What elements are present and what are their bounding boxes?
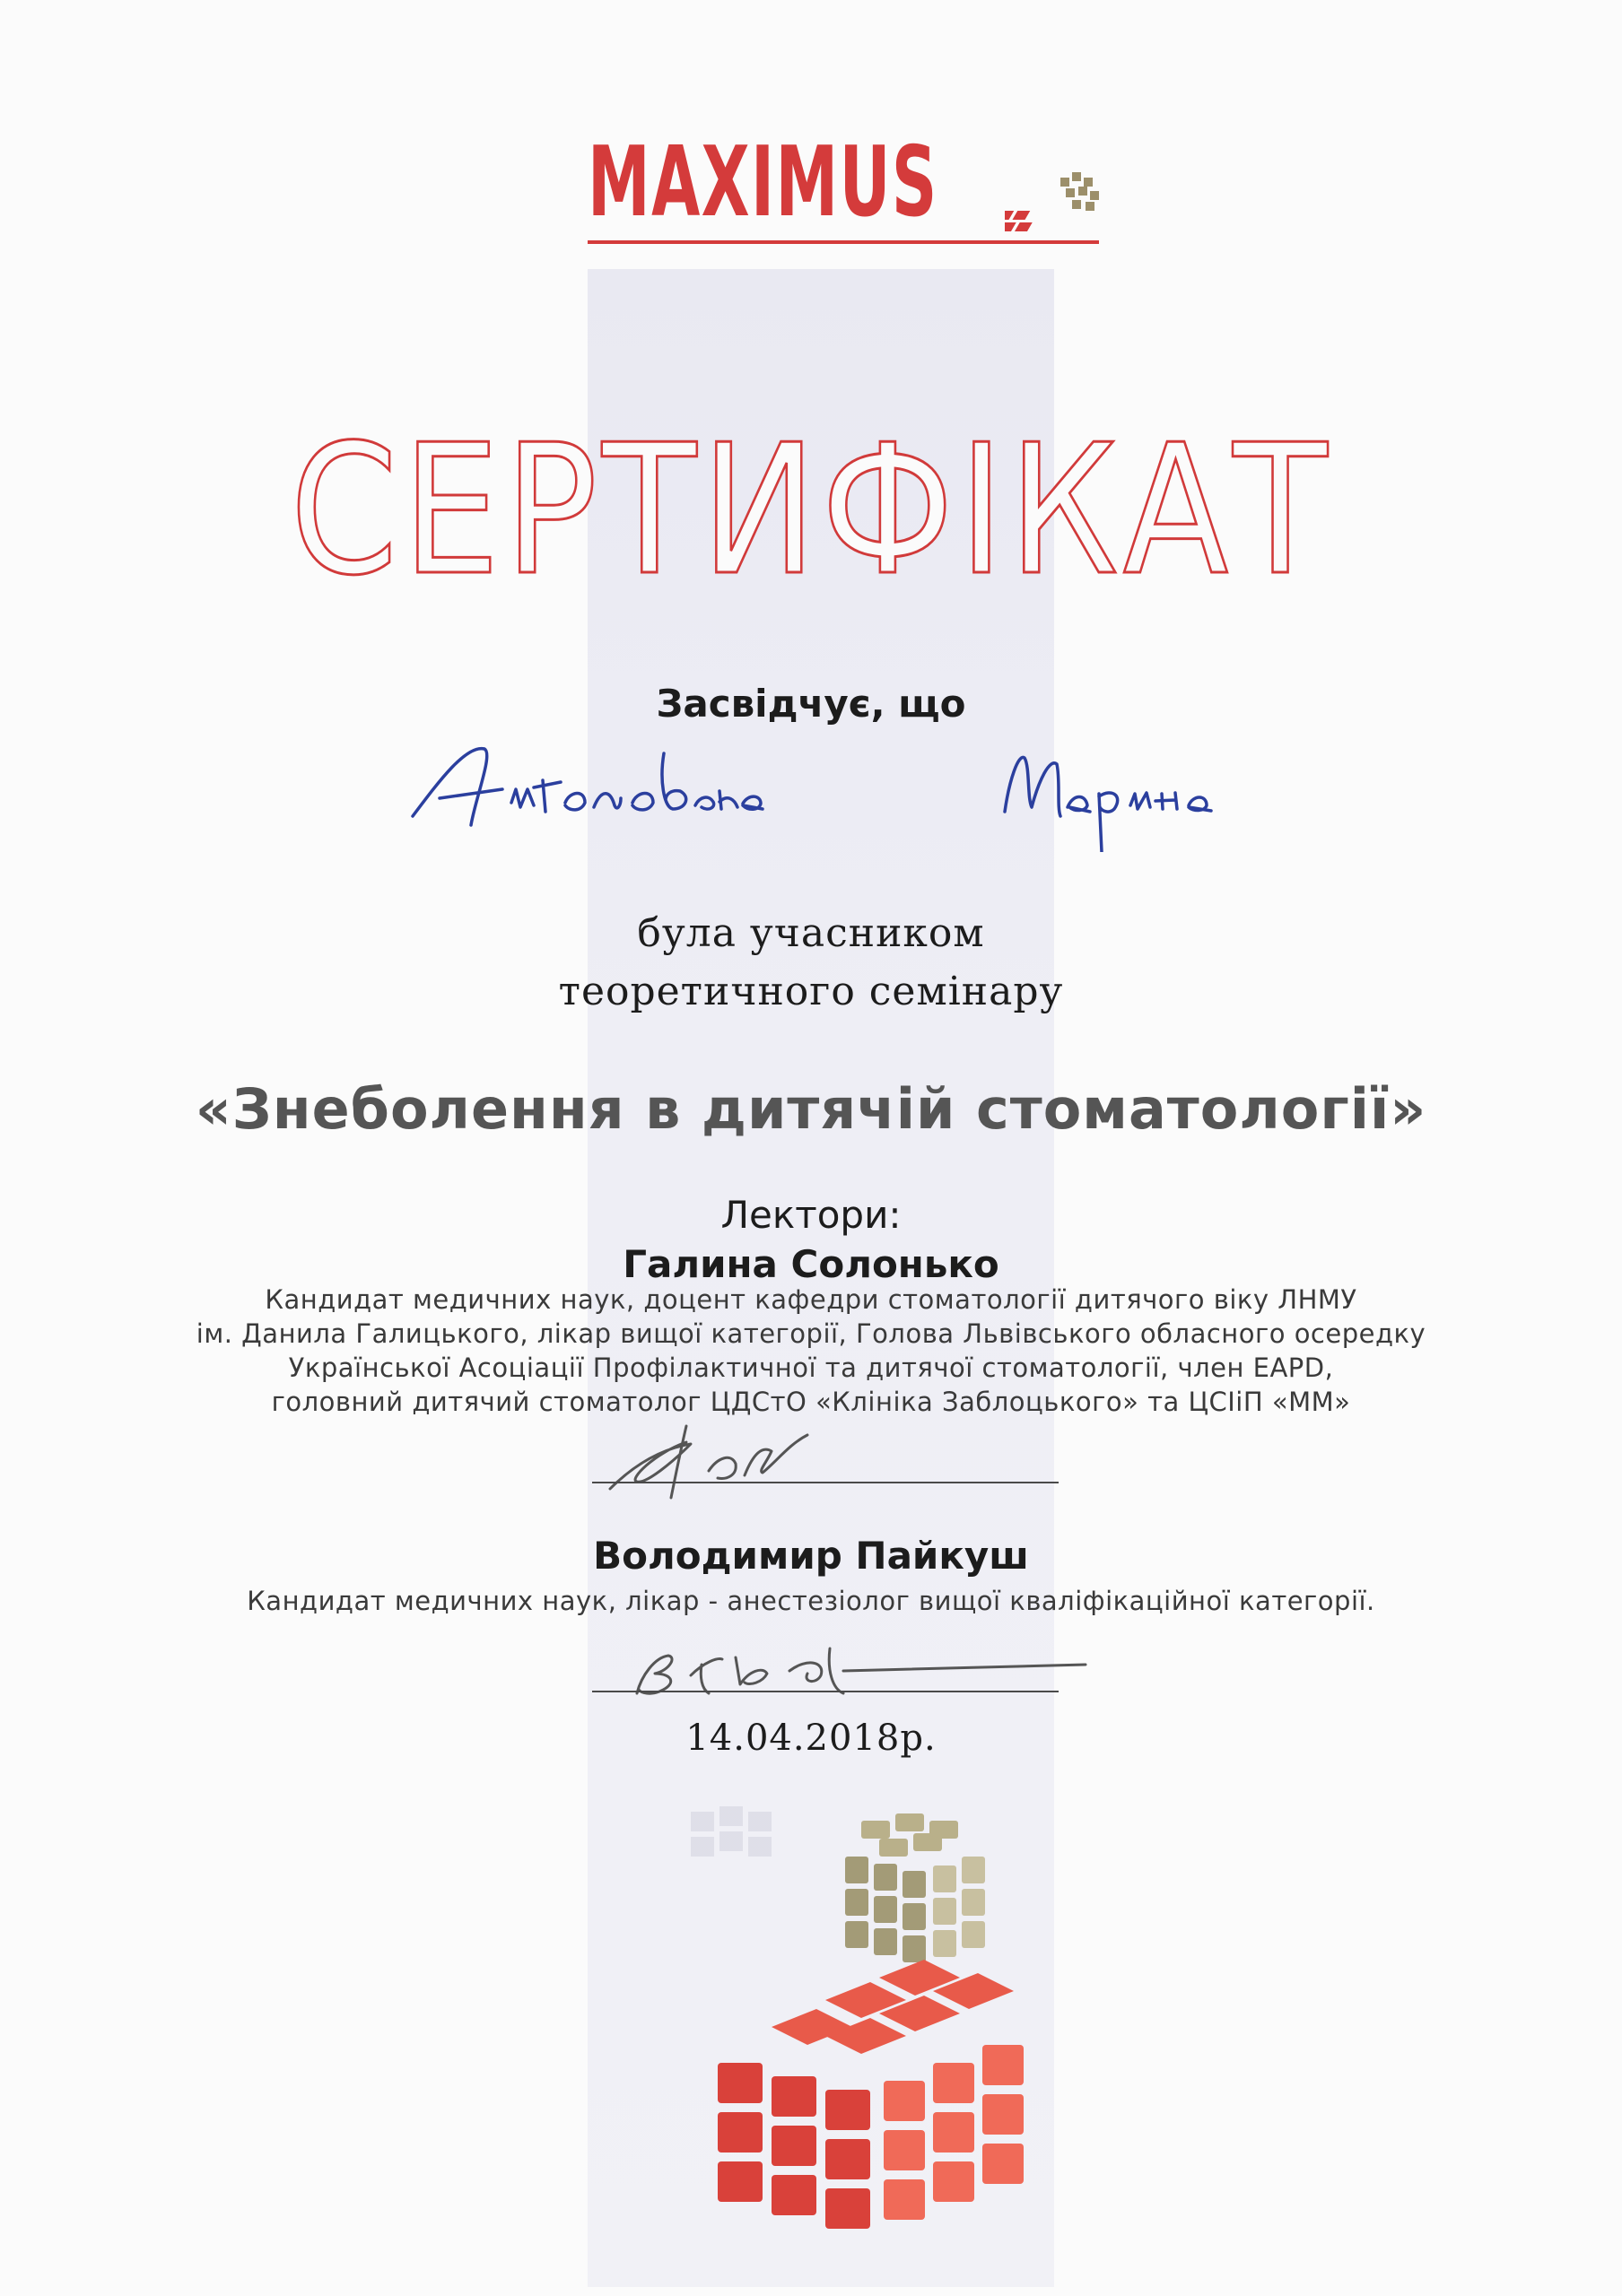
signature-line <box>592 1482 1059 1483</box>
lecturer-name: Володимир Пайкуш <box>593 1534 1029 1578</box>
lecturer-bio-line: Української Асоціації Профілактичної та дитячої стоматології, член EAPD, <box>288 1352 1334 1383</box>
certificate-title: СЕРТИФІКАТ <box>290 406 1332 615</box>
handwritten-participant-name <box>386 726 1391 852</box>
lecturer-bio-line: головний дитячий стоматолог ЦДСтО «Клініка Заблоцького» та ЦСІіП «ММ» <box>271 1387 1351 1417</box>
logo-text: MAXIMUS <box>588 126 938 239</box>
lecturer-bio-line: Кандидат медичних наук, доцент кафедри стоматології дитячого віку ЛНМУ <box>265 1284 1357 1315</box>
lecturer-bio-line: ім. Данила Галицького, лікар вищої категорії, Голова Львівського обласного осередку <box>196 1318 1426 1349</box>
participant-line: була учасником <box>637 910 985 956</box>
signature-line <box>592 1691 1059 1692</box>
seminar-title: «Знеболення в дитячій стоматології» <box>195 1076 1427 1142</box>
lecturers-label: Лектори: <box>720 1193 902 1237</box>
certifies-label: Засвідчує, що <box>656 682 966 726</box>
logo-cube-icon <box>1005 161 1103 251</box>
lecturer-bio-line: Кандидат медичних наук, лікар - анестезіолог вищої кваліфікаційної категорії. <box>247 1586 1375 1616</box>
lecturer1-signature <box>583 1408 906 1507</box>
lecturer2-signature <box>619 1622 1121 1711</box>
seminar-type: теоретичного семінару <box>558 969 1064 1014</box>
decorative-cubes-icon <box>646 1794 1094 2260</box>
certificate-date: 14.04.2018р. <box>685 1718 937 1759</box>
lecturer-name: Галина Солонько <box>623 1242 999 1286</box>
maximus-logo <box>588 126 1090 269</box>
